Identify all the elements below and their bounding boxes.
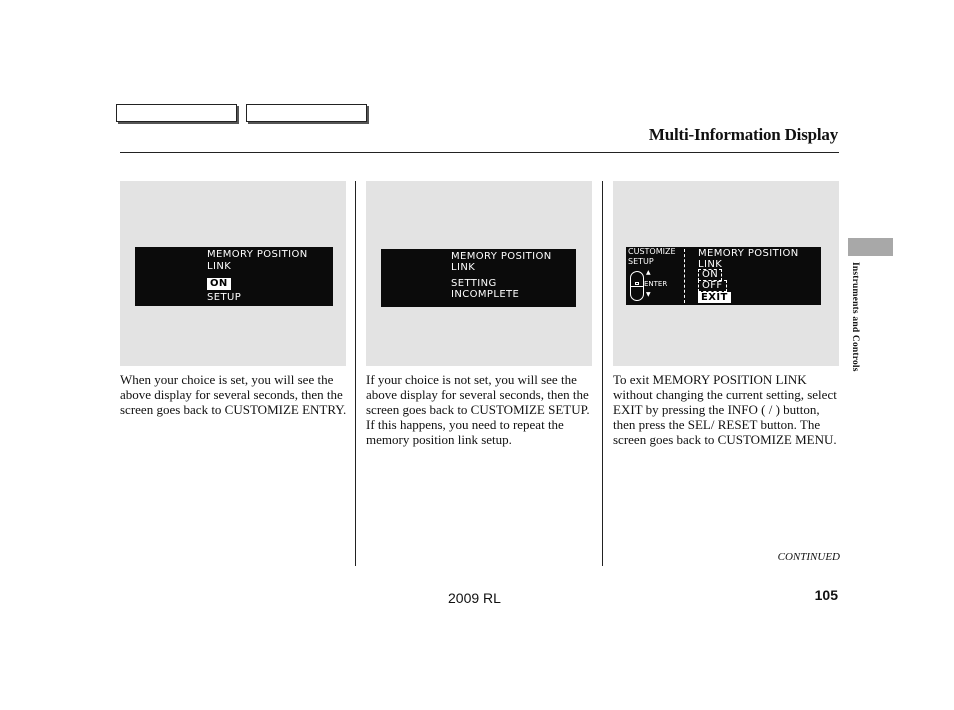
display-panel-2 xyxy=(366,181,592,366)
screen-line: LINK xyxy=(698,259,723,270)
screen-line: INCOMPLETE xyxy=(451,289,520,300)
nav-button-index[interactable] xyxy=(246,104,367,122)
display-panel-3 xyxy=(613,181,839,366)
down-arrow-icon: ▼ xyxy=(646,291,652,298)
screen-divider xyxy=(684,249,686,303)
column-divider xyxy=(355,181,356,566)
paragraph-1: When your choice is set, you will see the above display for several seconds, then the screen goes back to CUSTOMIZE ENTRY. xyxy=(120,372,347,417)
option-off: OFF xyxy=(698,280,727,292)
display-screen-2 xyxy=(381,249,576,307)
display-screen-1 xyxy=(135,247,333,306)
paragraph-3: To exit MEMORY POSITION LINK without changing the current setting, select EXIT by pressing the INFO ( / ) button, then press the SEL/ RESET button. The screen goes back to CUSTOMIZE MENU. xyxy=(613,372,837,447)
dial-outline xyxy=(630,271,644,301)
screen-line: SETTING xyxy=(451,278,497,289)
up-arrow-icon: ▲ xyxy=(646,269,652,276)
screen-line: MEMORY POSITION xyxy=(207,249,308,260)
column-divider xyxy=(602,181,603,566)
paragraph-2: If your choice is not set, you will see the above display for several seconds, then the screen goes back to CUSTOMIZE SETUP. If this happens, you need to repeat the memory position link setup. xyxy=(366,372,590,447)
screen-line: LINK xyxy=(207,261,232,272)
title-divider xyxy=(120,152,839,153)
screen-left-label: SETUP xyxy=(628,257,654,266)
enter-label: ENTER xyxy=(644,280,668,288)
screen-line: LINK xyxy=(451,262,476,273)
section-tab xyxy=(848,238,893,256)
screen-line: MEMORY POSITION xyxy=(451,251,552,262)
display-panel-1 xyxy=(120,181,346,366)
option-exit-highlighted: EXIT xyxy=(698,292,731,303)
page-title: Multi-Information Display xyxy=(648,125,838,144)
nav-button-contents[interactable] xyxy=(116,104,237,122)
footer-model: 2009 RL xyxy=(448,590,501,606)
option-on-highlighted: ON xyxy=(207,278,231,290)
screen-line: SETUP xyxy=(207,292,242,303)
display-screen-3 xyxy=(626,247,821,305)
page-number: 105 xyxy=(814,587,838,603)
screen-line: MEMORY POSITION xyxy=(698,248,799,259)
section-side-label: Instruments and Controls xyxy=(850,262,860,372)
screen-left-label: CUSTOMIZE xyxy=(628,247,676,256)
continued-label: CONTINUED xyxy=(777,551,840,563)
option-on: ON xyxy=(698,269,722,281)
